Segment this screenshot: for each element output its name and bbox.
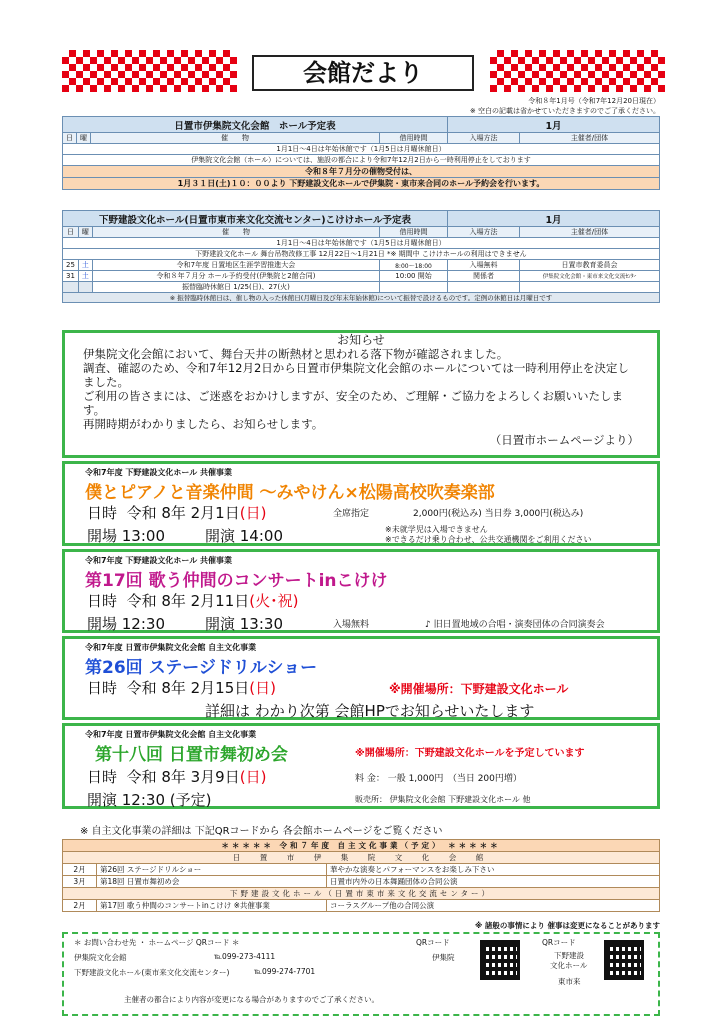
col-dow: 曜 (78, 227, 92, 238)
col-dow: 曜 (77, 133, 91, 144)
row-day: 25 (63, 260, 79, 271)
event-date: 令和 8年 2月11日 (126, 592, 250, 610)
notice-heading: お知らせ (337, 333, 385, 347)
kokeke-schedule-table (62, 210, 660, 303)
row-desc: コーラスグループ他の合同公演 (327, 900, 660, 912)
col-event: 催 物 (91, 133, 380, 144)
row-event: 第18回 日置市舞初め会 (97, 876, 327, 888)
row-month: 3月 (63, 876, 97, 888)
date-label: 日時 (87, 679, 118, 697)
event-tag: 令和7年度 日置市伊集院文化会館 自主文化事業 (85, 643, 257, 652)
table-row (63, 900, 660, 912)
notice-box (62, 330, 660, 458)
table-row (63, 864, 660, 876)
qr-label: QRコード (542, 938, 576, 947)
row-event: 令和８年７月分 ホール予約受付(伊集院と2館合同) (92, 271, 379, 282)
checker-decoration-left (62, 50, 237, 92)
col-day: 日 (63, 133, 77, 144)
contact-footer: 主催者の都合により内容が変更になる場合がありますのでご了承ください。 (124, 995, 379, 1004)
row-event: 令和7年度 日置地区生涯学習推進大会 (92, 260, 379, 271)
event-title: 第17回 歌う仲間のコンサートinこけけ (85, 571, 388, 591)
event-dow: (日) (249, 679, 276, 697)
table-row (63, 876, 660, 888)
annual-ijuin-heading: 日 置 市 伊 集 院 文 化 会 館 (63, 852, 660, 864)
start-time: 開演 13:30 (205, 615, 283, 633)
row-desc: 華やかな演奏とパフォーマンスをお楽しみ下さい (327, 864, 660, 876)
col-entry: 入場方法 (448, 227, 520, 238)
row-month: 2月 (63, 864, 97, 876)
booking-banner-2: 1月３１日(土)１０：００より 下野建設文化ホールで伊集院・東市来合同のホール予約会を行います。 (63, 178, 660, 190)
qr-label: QRコード (416, 938, 450, 947)
issue-date: 令和８年1月号（令和7年12月20日現在） (528, 97, 660, 105)
annual-kokeke-heading: 下野建設文化ホール（日置市東市来文化交流センター） (63, 888, 660, 900)
notice-paragraph: 再開時期がわかりましたら、お知らせします。 (83, 417, 324, 431)
venue-note: ※開催場所：下野建設文化ホール (389, 682, 569, 696)
event-note: ※未就学児は入場できません (385, 525, 488, 534)
col-day: 日 (63, 227, 79, 238)
event-card-piano (62, 461, 660, 546)
qr-note: ※ 自主文化事業の詳細は 下記QRコードから 各会館ホームページをご覧ください (80, 826, 443, 837)
kokeke-table-month: 1月 (448, 211, 660, 227)
row-month: 2月 (63, 900, 97, 912)
annual-program-table (62, 839, 660, 912)
holiday-row: 振替臨時休館日 1/25(日)、27(火) (92, 282, 379, 293)
issue-note: ※ 空白の記載は省かせていただきますのでご了承ください。 (469, 107, 660, 115)
table-row (63, 260, 660, 271)
page-title: 会館だより (252, 55, 474, 91)
entry-type: 入場無料 (333, 620, 370, 630)
contact-kokeke: 下野建設文化ホール(東市来文化交流センター) (74, 968, 230, 977)
contact-box (62, 932, 660, 1016)
ijuin-table-title: 日置市伊集院文化会館 ホール予定表 (63, 117, 448, 133)
date-label: 日時 (87, 504, 118, 522)
event-detail: 詳細は わかり次第 会館HPでお知らせいたします (205, 702, 535, 720)
qr-site-name: 文化ホール (550, 961, 588, 970)
row-org: 伊集院文化会館・東市来文化交流ｾﾝﾀｰ (520, 271, 660, 282)
seat-type: 全席指定 (333, 509, 370, 519)
table-row (63, 271, 660, 282)
row-entry: 入場無料 (448, 260, 520, 271)
kokeke-note-2: 下野建設文化ホール 舞台吊物改修工事 12月22日～1月21日 *※ 期間中 こけけホールの利用はできません (63, 249, 660, 260)
row-dow: 土 (78, 260, 92, 271)
ijuin-table-month: 1月 (448, 117, 660, 133)
event-note: ※できるだけ乗り合わせ、公共交通機関をご利用ください (385, 535, 592, 544)
date-label: 日時 (87, 768, 118, 786)
kokeke-note-1: 1月1日～4日は年始休館です（1月5日は月曜休館日） (63, 238, 660, 249)
row-event: 第26回 ステージドリルショー (97, 864, 327, 876)
start-time: 開演 14:00 (205, 527, 283, 545)
col-event: 催 物 (92, 227, 379, 238)
row-entry: 関係者 (448, 271, 520, 282)
row-day: 31 (63, 271, 79, 282)
kokeke-qr-code[interactable] (604, 940, 644, 980)
row-time: 10:00 開始 (380, 271, 448, 282)
col-time: 借用時間 (380, 133, 448, 144)
event-dow: (日) (239, 504, 267, 522)
row-desc: 日置市内外の日本舞踊団体の合同公演 (327, 876, 660, 888)
row-org: 日置市教育委員会 (520, 260, 660, 271)
event-tag: 令和7年度 下野建設文化ホール 共催事業 (85, 468, 232, 477)
contact-kokeke-tel: ℡099-274-7701 (254, 967, 316, 976)
col-entry: 入場方法 (448, 133, 520, 144)
booking-banner-1: 令和８年７月分の催物受付は、 (63, 166, 660, 178)
event-dow: (火･祝) (249, 592, 299, 610)
ijuin-qr-code[interactable] (480, 940, 520, 980)
event-description: ♪ 旧日置地域の合唱・演奏団体の合同演奏会 (425, 620, 605, 630)
contact-ijuin-tel: ℡099-273-4111 (214, 952, 276, 961)
row-event: 第17回 歌う仲間のコンサートinこけけ ※共催事業 (97, 900, 327, 912)
venue-note: ※開催場所：下野建設文化ホールを予定しています (355, 748, 585, 759)
notice-paragraph: ご利用の皆さまには、ご迷惑をおかけしますが、安全のため、ご理解・ご協力をよろしくお願いいたします。 (83, 389, 624, 417)
event-card-maizome (62, 723, 660, 809)
start-time: 開演 12:30 (予定) (87, 791, 212, 809)
event-date: 令和 8年 2月1日 (126, 504, 240, 522)
ticket-price: 2,000円(税込み) 当日券 3,000円(税込み) (413, 509, 584, 519)
ticket-sales: 販売所： 伊集院文化会館 下野建設文化ホール 他 (355, 795, 531, 804)
notice-paragraph: 調査、確認のため、令和7年12月2日から日置市伊集院文化会館のホールについては一時利用停止を決定しました。 (83, 361, 629, 389)
col-time: 借用時間 (380, 227, 448, 238)
qr-site-name: 東市来 (558, 977, 581, 986)
ijuin-note-1: 1月1日～4日は年始休館です（1月5日は月曜休館日） (63, 144, 660, 155)
notice-source: （日置市ホームページより） (489, 433, 639, 447)
ijuin-note-2: 伊集院文化会館（ホール）については、施設の都合により令和7年12月2日から一時利用停止をしております (63, 155, 660, 166)
row-dow: 土 (78, 271, 92, 282)
open-time: 開場 12:30 (87, 615, 165, 633)
contact-heading: ＊ お問い合わせ先 ・ ホームページ QRコード ＊ (74, 938, 240, 947)
ticket-fee: 料 金： 一般 1,000円 （当日 200円増） (355, 774, 522, 784)
event-title: 第十八回 日置市舞初め会 (95, 745, 288, 765)
col-org: 主催者/団体 (520, 227, 660, 238)
event-title: 第26回 ステージドリルショー (85, 658, 318, 678)
qr-site-name: 伊集院 (432, 953, 455, 962)
change-warning: ※ 諸般の事情により 催事は変更になることがあります (474, 921, 660, 930)
ijuin-schedule-table (62, 116, 660, 190)
kokeke-table-title: 下野建設文化ホール(日置市東市来文化交流センター)こけけホール予定表 (63, 211, 448, 227)
event-date: 令和 8年 3月9日 (126, 768, 240, 786)
qr-site-name: 下野建設 (554, 951, 584, 960)
notice-paragraph: 伊集院文化会館において、舞台天井の断熱材と思われる落下物が確認されました。 (83, 347, 509, 361)
holiday-footnote: ※ 振替臨時休館日は、催し物の入った休館日(月曜日及び年末年始休館)について振替で設けるものです。定例の休館日は月曜日です (63, 293, 660, 303)
event-card-drill (62, 636, 660, 720)
annual-heading: ＊＊＊＊＊ 令和７年度 自主文化事業（予定） ＊＊＊＊＊ (63, 840, 660, 852)
event-dow: (日) (239, 768, 267, 786)
row-time: 8:00～18:00 (380, 260, 448, 271)
event-card-choir (62, 549, 660, 633)
event-title: 僕とピアノと音楽仲間 ～みやけん×松陽高校吹奏楽部 (85, 483, 495, 503)
checker-decoration-right (490, 50, 665, 92)
event-tag: 令和7年度 下野建設文化ホール 共催事業 (85, 556, 232, 565)
open-time: 開場 13:00 (87, 527, 165, 545)
col-org: 主催者/団体 (520, 133, 660, 144)
event-tag: 令和7年度 日置市伊集院文化会館 自主文化事業 (85, 730, 257, 739)
date-label: 日時 (87, 592, 118, 610)
contact-ijuin: 伊集院文化会館 (74, 953, 127, 962)
event-date: 令和 8年 2月15日 (126, 679, 250, 697)
